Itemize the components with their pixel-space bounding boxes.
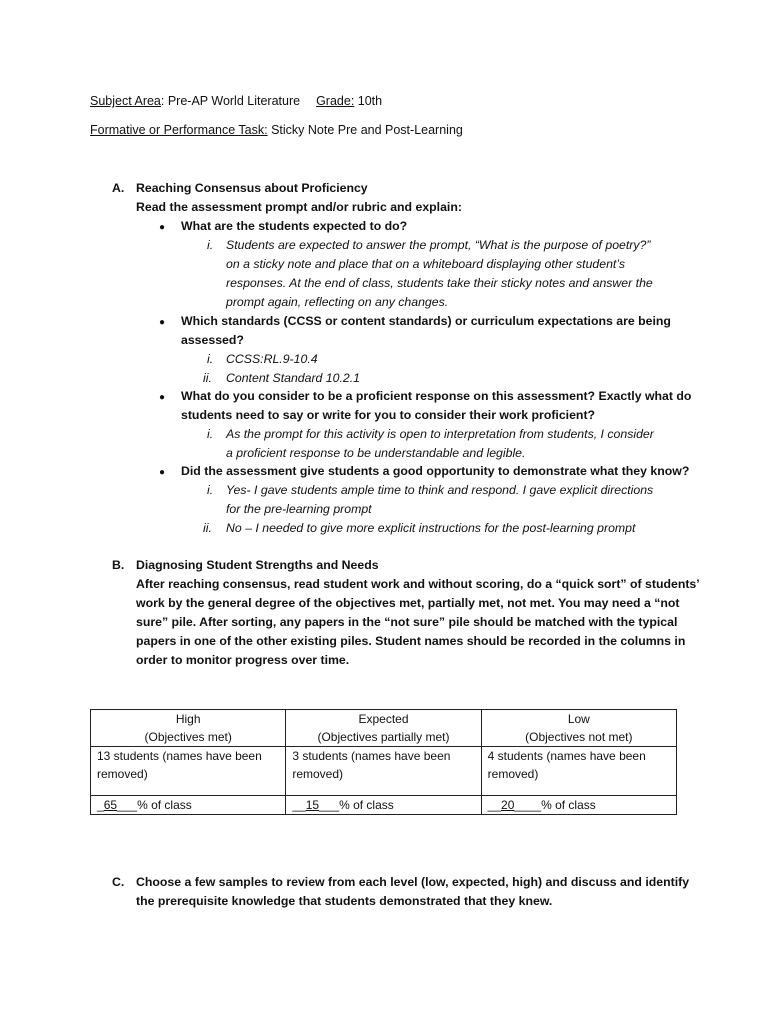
section-c-letter: C. xyxy=(112,875,125,889)
task-value: Sticky Note Pre and Post-Learning xyxy=(267,123,463,137)
percent-value: 65 xyxy=(103,798,118,812)
question-3-line-1: What do you consider to be a proficient response on this assessment? Exactly what do xyxy=(181,389,692,403)
column-title: High xyxy=(175,712,201,726)
answer-2-i: CCSS:RL.9-10.4 xyxy=(226,352,318,366)
section-c-line-1: Choose a few samples to review from each level (low, expected, high) and discuss and identify xyxy=(136,875,690,889)
question-2-line-1: Which standards (CCSS or content standards) or curriculum expectations are being xyxy=(181,314,671,328)
percent-low: __20____% of class xyxy=(481,796,676,815)
question-2-line-2: assessed? xyxy=(181,333,244,347)
percent-value: 15 xyxy=(305,798,320,812)
answer-1-line-3: responses. At the end of class, students take their sticky notes and answer the xyxy=(226,276,653,290)
question-3-line-2: students need to say or write for you to consider their work proficient? xyxy=(181,408,596,422)
students-low: 4 students (names have been removed) xyxy=(481,747,676,796)
subject-label: Subject Area xyxy=(90,94,161,108)
section-b-para-line-1: After reaching consensus, read student work and without scoring, do a “quick sort” of students’ xyxy=(136,577,700,591)
subject-value: : Pre-AP World Literature xyxy=(160,94,301,108)
roman-numeral: i. xyxy=(207,352,214,366)
grade-value: 10th xyxy=(354,94,383,108)
roman-numeral: ii. xyxy=(203,521,212,535)
column-header-low xyxy=(481,710,676,747)
answer-4-i-line-2: for the pre-learning prompt xyxy=(226,502,372,516)
percent-expected: __15___% of class xyxy=(286,796,481,815)
section-b-para-line-4: papers in one of the other existing piles. Student names should be recorded in the columns in xyxy=(136,634,686,648)
percent-high: _65___% of class xyxy=(91,796,286,815)
subject-line xyxy=(90,92,382,111)
roman-numeral: i. xyxy=(207,483,214,497)
section-b-para-line-2: work by the general degree of the objectives met, partially met, not met. You may need a “not xyxy=(136,596,680,610)
table-row xyxy=(91,747,677,796)
percent-value: 20 xyxy=(501,798,515,812)
answer-2-ii: Content Standard 10.2.1 xyxy=(226,371,360,385)
section-a-letter: A. xyxy=(112,181,125,195)
section-a-title: Reaching Consensus about Proficiency xyxy=(136,181,368,195)
bullet-icon: ● xyxy=(159,392,166,403)
question-4: Did the assessment give students a good opportunity to demonstrate what they know? xyxy=(181,464,690,478)
answer-1-line-4: prompt again, reflecting on any changes. xyxy=(226,295,449,309)
bullet-icon: ● xyxy=(159,467,166,478)
question-1: What are the students expected to do? xyxy=(181,219,408,233)
answer-4-ii: No – I needed to give more explicit instructions for the post-learning prompt xyxy=(226,521,636,535)
section-c-line-2: the prerequisite knowledge that students demonstrated that they knew. xyxy=(136,894,553,908)
task-label: Formative or Performance Task: xyxy=(90,123,268,137)
table-header-row xyxy=(91,710,677,747)
section-b-para-line-5: order to monitor progress over time. xyxy=(136,653,350,667)
answer-3-line-2: a proficient response to be understandable and legible. xyxy=(226,446,526,460)
roman-numeral: ii. xyxy=(203,371,212,385)
task-line xyxy=(90,121,463,140)
table-row xyxy=(91,796,677,815)
students-expected: 3 students (names have been removed) xyxy=(286,747,481,796)
answer-4-i-line-1: Yes- I gave students ample time to think and respond. I gave explicit directions xyxy=(226,483,654,497)
section-b-title: Diagnosing Student Strengths and Needs xyxy=(136,558,379,572)
students-high: 13 students (names have been removed) xyxy=(91,747,286,796)
column-subtitle: (Objectives partially met) xyxy=(317,730,450,744)
bullet-icon: ● xyxy=(159,222,166,233)
section-b-para-line-3: sure” pile. After sorting, any papers in the “not sure” pile should be matched with the typical xyxy=(136,615,678,629)
roman-numeral: i. xyxy=(207,238,214,252)
column-header-expected xyxy=(286,710,481,747)
column-header-high xyxy=(91,710,286,747)
column-subtitle: (Objectives met) xyxy=(144,730,232,744)
answer-1-line-2: on a sticky note and place that on a whiteboard displaying other student’s xyxy=(226,257,626,271)
column-title: Expected xyxy=(358,712,409,726)
column-subtitle: (Objectives not met) xyxy=(525,730,633,744)
answer-3-line-1: As the prompt for this activity is open to interpretation from students, I consider xyxy=(226,427,654,441)
section-b-letter: B. xyxy=(112,558,125,572)
sorting-table xyxy=(90,709,677,815)
answer-1-line-1: Students are expected to answer the prompt, “What is the purpose of poetry?” xyxy=(226,238,651,252)
roman-numeral: i. xyxy=(207,427,214,441)
bullet-icon: ● xyxy=(159,317,166,328)
column-title: Low xyxy=(567,712,590,726)
section-a-intro: Read the assessment prompt and/or rubric and explain: xyxy=(136,200,462,214)
grade-label: Grade: xyxy=(316,94,355,108)
